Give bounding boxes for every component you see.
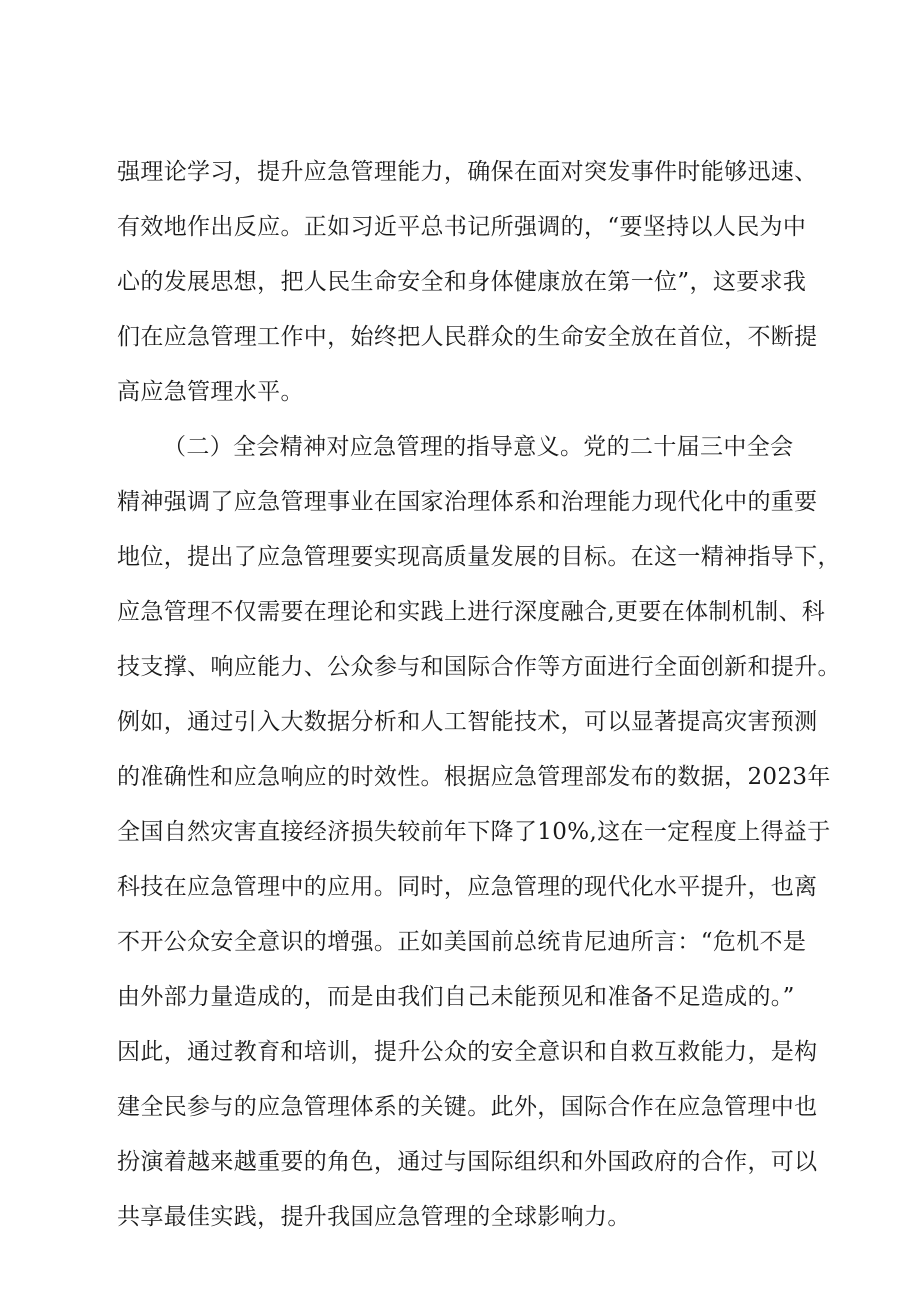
paragraph-2-line-1: （二）全会精神对应急管理的指导意义。党的二十届三中全会 [163, 434, 794, 460]
paragraph-2-line-12: 因此，通过教育和培训，提升公众的安全意识和自救互救能力，是构 [117, 1039, 818, 1065]
paragraph-1-line-2: 有效地作出反应。正如习近平总书记所强调的，“要坚持以人民为中 [117, 214, 807, 240]
paragraph-2-line-11: 由外部力量造成的，而是由我们自己未能预见和准备不足造成的。” [117, 984, 795, 1010]
paragraph-1-line-3: 心的发展思想，把人民生命安全和身体健康放在第一位”，这要求我 [117, 269, 807, 295]
paragraph-2-line-7: 的准确性和应急响应的时效性。根据应急管理部发布的数据，2023年 [117, 764, 831, 790]
paragraph-2-line-6: 例如，通过引入大数据分析和人工智能技术，可以显著提高灾害预测 [117, 709, 818, 735]
paragraph-2-line-10: 不开公众安全意识的增强。正如美国前总统肯尼迪所言：“危机不是 [117, 929, 807, 955]
paragraph-2-line-9: 科技在应急管理中的应用。同时，应急管理的现代化水平提升，也离 [117, 874, 818, 900]
paragraph-2-line-4: 应急管理不仅需要在理论和实践上进行深度融合,更要在体制机制、科 [117, 599, 826, 625]
paragraph-2-line-15: 共享最佳实践，提升我国应急管理的全球影响力。 [117, 1204, 631, 1230]
paragraph-2-line-13: 建全民参与的应急管理体系的关键。此外，国际合作在应急管理中也 [117, 1094, 818, 1120]
paragraph-2-line-2: 精神强调了应急管理事业在国家治理体系和治理能力现代化中的重要 [117, 489, 818, 515]
paragraph-2-line-3: 地位，提出了应急管理要实现高质量发展的目标。在这一精神指导下， [117, 544, 841, 570]
paragraph-2-line-8: 全国自然灾害直接经济损失较前年下降了10%,这在一定程度上得益于 [117, 819, 831, 845]
paragraph-2-line-14: 扮演着越来越重要的角色，通过与国际组织和外国政府的合作，可以 [117, 1149, 818, 1175]
paragraph-2-line-5: 技支撑、响应能力、公众参与和国际合作等方面进行全面创新和提升。 [117, 654, 841, 680]
paragraph-1-line-1: 强理论学习，提升应急管理能力，确保在面对突发事件时能够迅速、 [117, 159, 818, 185]
paragraph-1-line-5: 高应急管理水平。 [117, 379, 304, 405]
paragraph-1-line-4: 们在应急管理工作中，始终把人民群众的生命安全放在首位，不断提 [117, 324, 818, 350]
